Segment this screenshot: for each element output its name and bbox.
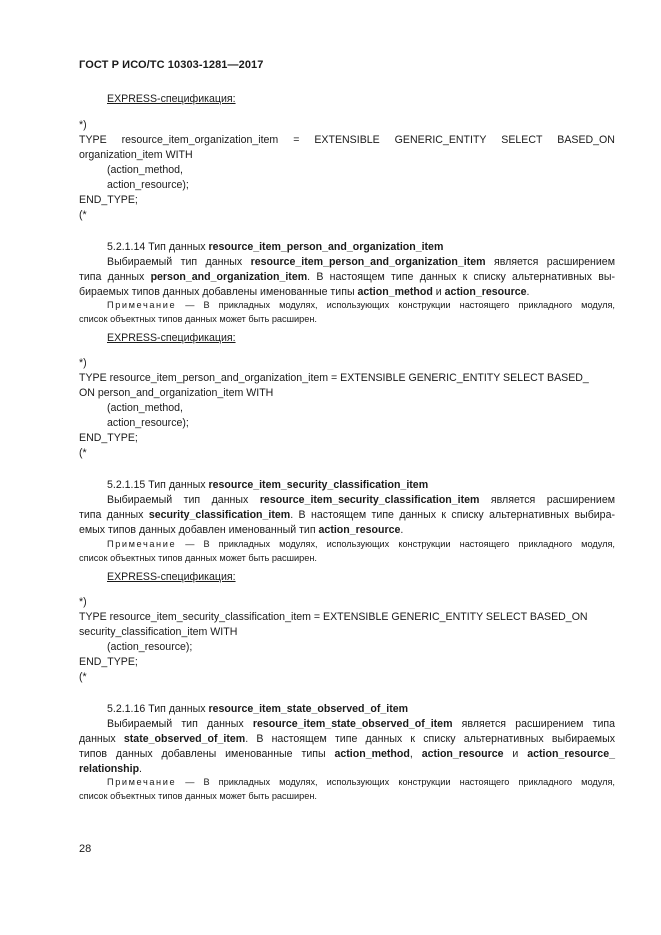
code-line: TYPE resource_item_security_classification_item = EXTENSIBLE GENERIC_ENTITY SELECT BASED_ON — [79, 611, 588, 623]
paragraph-line: типа данных security_classification_item. В настоящем типе данных к списку альтернативных выбира- — [79, 509, 615, 521]
code-line: security_classification_item WITH — [79, 626, 238, 638]
section-5-2-1-16 — [79, 702, 615, 777]
paragraph-line: Выбираемый тип данных resource_item_person_and_organization_item является расширением — [107, 256, 615, 268]
paragraph-line: relationship. — [79, 763, 142, 775]
paragraph-line: Выбираемый тип данных resource_item_security_classification_item является расширением — [107, 494, 615, 506]
note-line: Примечание — В прикладных модулях, использующих конструкции настоящего прикладного модуля, — [107, 539, 615, 549]
section-heading: 5.2.1.15 Тип данных resource_item_security_classification_item — [107, 479, 429, 491]
section-heading: 5.2.1.14 Тип данных resource_item_person_and_organization_item — [107, 241, 444, 253]
code-end: END_TYPE; — [79, 432, 138, 444]
code-close: (* — [79, 447, 87, 459]
paragraph-line: Выбираемый тип данных resource_item_state_observed_of_item является расширением типа — [107, 718, 615, 730]
note-line: список объектных типов данных может быть расширен. — [79, 313, 317, 324]
code-line: TYPE resource_item_person_and_organization_item = EXTENSIBLE GENERIC_ENTITY SELECT BASED_ — [79, 372, 589, 384]
section-5-2-1-14 — [79, 240, 615, 300]
paragraph-line: бираемых типов данных добавлены именованные типы action_method и action_resource. — [79, 286, 530, 298]
section-heading: 5.2.1.16 Тип данных resource_item_state_observed_of_item — [107, 703, 409, 715]
paragraph-line: типа данных person_and_organization_item. В настоящем типе данных к списку альтернативных вы- — [79, 271, 615, 283]
code-open: *) — [79, 357, 87, 369]
express-code-block-2 — [79, 356, 615, 461]
code-item: (action_resource); — [107, 641, 193, 653]
code-line: ON person_and_organization_item WITH — [79, 387, 274, 399]
note-1 — [79, 299, 615, 326]
paragraph-line: емых типов данных добавлен именованный тип action_resource. — [79, 524, 404, 536]
code-item: action_resource); — [107, 417, 189, 429]
code-open: *) — [79, 596, 87, 608]
express-code-block-1 — [79, 118, 615, 223]
note-line: список объектных типов данных может быть расширен. — [79, 790, 317, 801]
express-code-block-3 — [79, 595, 615, 685]
note-2 — [79, 538, 615, 565]
paragraph-line: данных state_observed_of_item. В настоящем типе данных к списку альтернативных выбираемых — [79, 733, 615, 745]
code-close: (* — [79, 671, 87, 683]
note-line: Примечание — В прикладных модулях, использующих конструкции настоящего прикладного модуля, — [107, 300, 615, 310]
section-5-2-1-15 — [79, 478, 615, 538]
code-end: END_TYPE; — [79, 656, 138, 668]
note-3 — [79, 776, 615, 803]
express-spec-label: EXPRESS-спецификация: — [107, 93, 236, 105]
document-header: ГОСТ Р ИСО/ТС 10303-1281—2017 — [79, 59, 264, 71]
code-open: *) — [79, 119, 87, 131]
code-line: TYPE resource_item_organization_item = EXTENSIBLE GENERIC_ENTITY SELECT BASED_ON — [79, 134, 615, 146]
code-close: (* — [79, 209, 87, 221]
code-item: (action_method, — [107, 164, 183, 176]
note-line: список объектных типов данных может быть расширен. — [79, 552, 317, 563]
page-number: 28 — [79, 843, 92, 855]
code-item: action_resource); — [107, 179, 189, 191]
code-end: END_TYPE; — [79, 194, 138, 206]
express-spec-label: EXPRESS-спецификация: — [107, 571, 236, 583]
paragraph-line: типов данных добавлены именованные типы action_method, action_resource и action_resource_ — [79, 748, 615, 760]
code-line: organization_item WITH — [79, 149, 193, 161]
express-spec-label: EXPRESS-спецификация: — [107, 332, 236, 344]
code-item: (action_method, — [107, 402, 183, 414]
note-line: Примечание — В прикладных модулях, использующих конструкции настоящего прикладного модуля, — [107, 777, 615, 787]
